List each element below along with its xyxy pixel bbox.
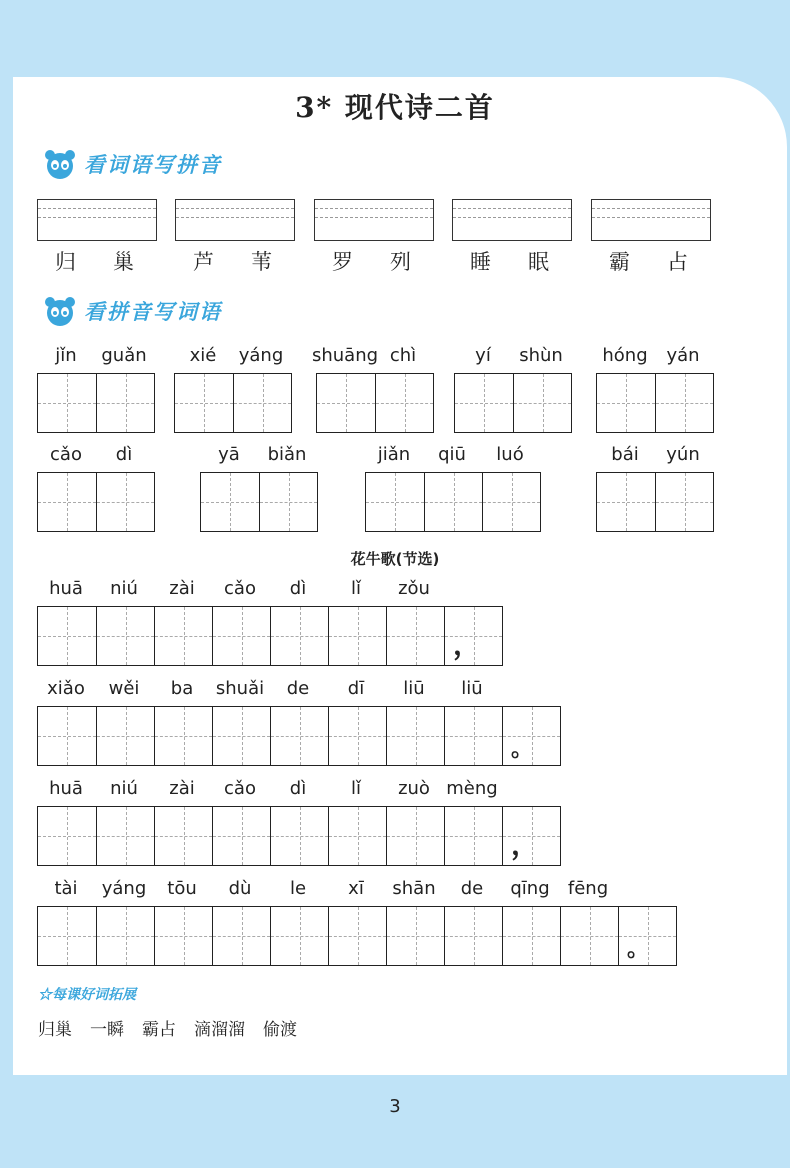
cell-guide [405, 374, 406, 432]
tianzige-cell[interactable] [38, 807, 96, 865]
pinyin-label: ba [170, 678, 194, 699]
pinyin-label: cǎo [224, 578, 256, 599]
cell-guide [626, 473, 627, 531]
tianzige-cell[interactable] [96, 807, 154, 865]
cell-guide [204, 374, 205, 432]
extension-header [38, 984, 136, 1004]
tianzige-cell[interactable] [366, 473, 424, 531]
tianzige-cell[interactable] [375, 374, 433, 432]
pinyin-label: niú [110, 578, 138, 599]
section2-title: 看拼音写词语 [84, 299, 222, 324]
pinyin-label: dì [289, 578, 307, 599]
cell-guide [346, 374, 347, 432]
section1-title: 看词语写拼音 [84, 152, 222, 177]
cell-guide [242, 807, 243, 865]
cell-guide [300, 907, 301, 965]
pinyin-label: le [289, 878, 307, 899]
guide-line [38, 208, 156, 209]
tianzige-cell[interactable] [270, 907, 328, 965]
pinyin-label: yáng [101, 878, 147, 899]
character-grid [174, 373, 292, 433]
tianzige-cell[interactable] [96, 473, 154, 531]
extension-words [38, 1015, 315, 1040]
pinyin-line[interactable] [175, 199, 295, 241]
tianzige-cell[interactable] [175, 374, 233, 432]
guide-line [315, 208, 433, 209]
cell-guide [358, 807, 359, 865]
cell-guide [126, 374, 127, 432]
cell-guide [263, 374, 264, 432]
tianzige-cell[interactable] [96, 607, 154, 665]
cell-guide [242, 607, 243, 665]
tianzige-cell[interactable] [513, 374, 571, 432]
tianzige-cell[interactable] [212, 807, 270, 865]
panda-icon [40, 146, 80, 182]
cell-guide [512, 473, 513, 531]
character-grid [596, 373, 714, 433]
cell-guide [395, 473, 396, 531]
cell-guide [184, 807, 185, 865]
cell-guide [67, 374, 68, 432]
cell-guide [67, 807, 68, 865]
tianzige-cell[interactable] [328, 907, 386, 965]
punctuation-mark: ， [511, 828, 540, 861]
character-grid [37, 806, 561, 866]
tianzige-cell[interactable] [233, 374, 291, 432]
extension-word: 霸占 [142, 1020, 176, 1040]
pinyin-label: tōu [167, 878, 197, 899]
pinyin-label: cǎo [224, 778, 256, 799]
pinyin-label: yā [218, 444, 240, 465]
character-grid [454, 373, 572, 433]
cell-guide [358, 907, 359, 965]
cell-guide [454, 473, 455, 531]
tianzige-cell[interactable] [455, 374, 513, 432]
extension-word: 偷渡 [263, 1020, 297, 1040]
tianzige-cell[interactable] [38, 707, 96, 765]
extension-word: 一瞬 [90, 1020, 124, 1040]
cell-guide [474, 807, 475, 865]
pinyin-label: hóng [602, 345, 648, 366]
character-grid [365, 472, 541, 532]
tianzige-cell[interactable] [317, 374, 375, 432]
pinyin-label: mèng [446, 778, 498, 799]
tianzige-cell[interactable] [444, 707, 502, 765]
cell-guide [543, 374, 544, 432]
tianzige-cell[interactable] [597, 374, 655, 432]
cell-guide [416, 707, 417, 765]
cell-guide [416, 907, 417, 965]
extension-word: 归巢 [38, 1020, 72, 1040]
tianzige-cell[interactable] [328, 807, 386, 865]
guide-line [38, 217, 156, 218]
pinyin-line[interactable] [314, 199, 434, 241]
guide-line [176, 208, 294, 209]
tianzige-cell[interactable] [444, 607, 502, 665]
tianzige-cell[interactable] [38, 374, 96, 432]
word-char: 占 [667, 250, 688, 274]
panda-icon [40, 293, 80, 329]
cell-guide [416, 807, 417, 865]
character-grid [37, 906, 677, 966]
tianzige-cell[interactable] [270, 807, 328, 865]
cell-guide [474, 907, 475, 965]
tianzige-cell[interactable] [444, 807, 502, 865]
pinyin-label: zài [169, 578, 195, 599]
tianzige-cell[interactable] [96, 907, 154, 965]
word-char: 苇 [251, 250, 272, 274]
star-icon: ☆ [38, 987, 52, 1003]
tianzige-cell[interactable] [618, 907, 676, 965]
word-char: 霸 [609, 250, 630, 274]
tianzige-cell[interactable] [502, 807, 560, 865]
pinyin-label: niú [110, 778, 138, 799]
pinyin-label: de [460, 878, 484, 899]
pinyin-label: xī [348, 878, 364, 899]
pinyin-label: huā [49, 578, 83, 599]
cell-guide [626, 374, 627, 432]
tianzige-cell[interactable] [212, 607, 270, 665]
pinyin-label: biǎn [267, 444, 307, 465]
cell-guide [300, 807, 301, 865]
pinyin-label: bái [611, 444, 639, 465]
cell-guide [358, 607, 359, 665]
tianzige-cell[interactable] [328, 607, 386, 665]
pinyin-label: jǐn [55, 345, 77, 366]
tianzige-cell[interactable] [424, 473, 482, 531]
pinyin-label: cǎo [50, 444, 82, 465]
cell-guide [474, 707, 475, 765]
section2-header [40, 293, 222, 329]
pinyin-label: yí [475, 345, 491, 366]
tianzige-cell[interactable] [597, 473, 655, 531]
tianzige-cell[interactable] [502, 707, 560, 765]
tianzige-cell[interactable] [212, 707, 270, 765]
poem-subtitle: 花牛歌(节选) [350, 550, 440, 568]
cell-guide [685, 473, 686, 531]
cell-guide [300, 607, 301, 665]
pinyin-label: liū [403, 678, 425, 699]
guide-line [453, 208, 571, 209]
tianzige-cell[interactable] [154, 707, 212, 765]
cell-guide [289, 473, 290, 531]
word-char: 眠 [528, 250, 549, 274]
cell-guide [184, 707, 185, 765]
pinyin-label: huā [49, 778, 83, 799]
pinyin-label: guǎn [101, 345, 147, 366]
pinyin-label: shùn [519, 345, 563, 366]
pinyin-label: qiū [438, 444, 466, 465]
pinyin-label: dì [289, 778, 307, 799]
cell-guide [242, 707, 243, 765]
tianzige-cell[interactable] [212, 907, 270, 965]
tianzige-cell[interactable] [502, 907, 560, 965]
tianzige-cell[interactable] [154, 807, 212, 865]
pinyin-label: yáng [238, 345, 284, 366]
cell-guide [484, 374, 485, 432]
cell-guide [67, 907, 68, 965]
pinyin-label: shān [392, 878, 436, 899]
character-grid [37, 472, 155, 532]
pinyin-label: xiǎo [47, 678, 85, 699]
tianzige-cell[interactable] [386, 807, 444, 865]
tianzige-cell[interactable] [154, 907, 212, 965]
tianzige-cell[interactable] [96, 374, 154, 432]
pinyin-label: yún [666, 444, 700, 465]
word-char: 列 [390, 250, 411, 274]
cell-guide [230, 473, 231, 531]
pinyin-label: lǐ [350, 778, 362, 799]
pinyin-line[interactable] [452, 199, 572, 241]
pinyin-label: fēng [567, 878, 609, 899]
guide-line [176, 217, 294, 218]
punctuation-mark: 。 [627, 936, 650, 962]
word-char: 巢 [113, 250, 134, 274]
tianzige-cell[interactable] [96, 707, 154, 765]
pinyin-label: jiǎn [377, 444, 411, 465]
cell-guide [184, 607, 185, 665]
cell-guide [416, 607, 417, 665]
cell-guide [67, 707, 68, 765]
pinyin-label: qīng [510, 878, 550, 899]
tianzige-cell[interactable] [386, 707, 444, 765]
pinyin-label: zài [169, 778, 195, 799]
word-char: 罗 [332, 250, 353, 274]
character-grid [316, 373, 434, 433]
character-grid [200, 472, 318, 532]
pinyin-label: zǒu [398, 578, 430, 599]
extension-word: 滴溜溜 [194, 1020, 245, 1040]
pinyin-label: dī [347, 678, 365, 699]
pinyin-label: tài [54, 878, 78, 899]
punctuation-mark: ， [453, 628, 482, 661]
pinyin-label: luó [496, 444, 524, 465]
tianzige-cell[interactable] [482, 473, 540, 531]
section1-header [40, 146, 222, 182]
tianzige-cell[interactable] [38, 473, 96, 531]
cell-guide [184, 907, 185, 965]
tianzige-cell[interactable] [560, 907, 618, 965]
tianzige-cell[interactable] [328, 707, 386, 765]
pinyin-label: shuǎi [215, 678, 265, 699]
pinyin-label: liū [461, 678, 483, 699]
pinyin-label: xié [189, 345, 217, 366]
pinyin-label: yán [666, 345, 700, 366]
word-char: 芦 [193, 250, 214, 274]
tianzige-cell[interactable] [201, 473, 259, 531]
tianzige-cell[interactable] [38, 907, 96, 965]
character-grid [37, 606, 503, 666]
punctuation-mark: 。 [511, 736, 534, 762]
pinyin-line[interactable] [37, 199, 157, 241]
tianzige-cell[interactable] [270, 707, 328, 765]
tianzige-cell[interactable] [655, 473, 713, 531]
pinyin-label: dì [115, 444, 133, 465]
pinyin-label: de [286, 678, 310, 699]
character-grid [37, 706, 561, 766]
cell-guide [685, 374, 686, 432]
character-grid [596, 472, 714, 532]
tianzige-cell[interactable] [655, 374, 713, 432]
cell-guide [126, 907, 127, 965]
cell-guide [300, 707, 301, 765]
tianzige-cell[interactable] [259, 473, 317, 531]
page-number: 3 [389, 1096, 401, 1117]
pinyin-label: chì [389, 345, 417, 366]
tianzige-cell[interactable] [444, 907, 502, 965]
cell-guide [126, 807, 127, 865]
page-title: 3* 现代诗二首 [295, 91, 495, 124]
character-grid [37, 373, 155, 433]
cell-guide [67, 473, 68, 531]
word-char: 睡 [470, 250, 491, 274]
pinyin-label: zuò [398, 778, 430, 799]
guide-line [315, 217, 433, 218]
pinyin-label: shuāng [311, 345, 379, 366]
tianzige-cell[interactable] [386, 607, 444, 665]
guide-line [592, 217, 710, 218]
pinyin-label: wěi [108, 678, 140, 699]
tianzige-cell[interactable] [270, 607, 328, 665]
cell-guide [126, 473, 127, 531]
tianzige-cell[interactable] [154, 607, 212, 665]
cell-guide [590, 907, 591, 965]
guide-line [592, 208, 710, 209]
pinyin-label: dù [228, 878, 252, 899]
guide-line [453, 217, 571, 218]
tianzige-cell[interactable] [386, 907, 444, 965]
cell-guide [532, 907, 533, 965]
cell-guide [126, 607, 127, 665]
cell-guide [67, 607, 68, 665]
extension-title: 每课好词拓展 [52, 987, 136, 1003]
word-char: 归 [55, 250, 76, 274]
tianzige-cell[interactable] [38, 607, 96, 665]
cell-guide [242, 907, 243, 965]
pinyin-label: lǐ [350, 578, 362, 599]
cell-guide [358, 707, 359, 765]
pinyin-line[interactable] [591, 199, 711, 241]
cell-guide [126, 707, 127, 765]
